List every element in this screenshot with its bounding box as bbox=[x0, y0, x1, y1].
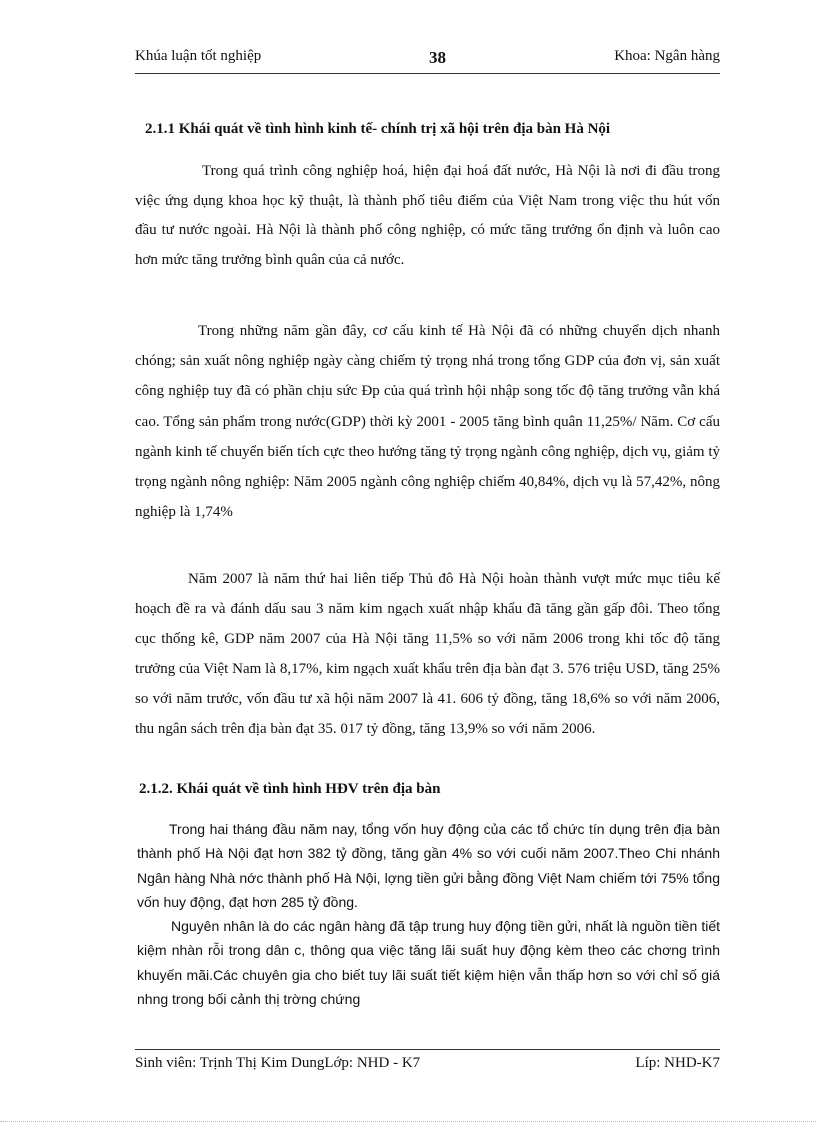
footer-class-info: Líp: NHD-K7 bbox=[635, 1055, 720, 1071]
paragraph-industrialization: Trong quá trình công nghiệp hoá, hiện đại hoá đất nước, Hà Nội là nơi đi đầu trong việc ứng dụng khoa học kỹ thuật, là thành phố tiêu điểm của Việt Nam trong việc thu hút vốn đầu tư nước ngoài. Hà Nội là thành phố công nghiệp, có mức tăng trưởng ổn định và luôn cao hơn mức tăng trưởng bình quân của cả nước. bbox=[135, 163, 720, 268]
header-thesis-label: Khúa luận tốt nghiệp bbox=[135, 48, 262, 64]
page-edge-dotted-line bbox=[0, 1121, 816, 1122]
header-divider bbox=[135, 73, 720, 74]
page-footer bbox=[135, 1055, 720, 1079]
section-heading-2-1-2: 2.1.2. Khái quát về tình hình HĐV trên địa bàn bbox=[139, 781, 441, 797]
section-heading-2-1-1: 2.1.1 Khái quát về tình hình kinh tế- chính trị xã hội trên địa bàn Hà Nội bbox=[145, 121, 611, 137]
paragraph-capital-mobilization: Trong hai tháng đầu năm nay, tổng vốn huy động của các tổ chức tín dụng trên địa bàn thành phố Hà Nội đạt hơn 382 tỷ đồng, tăng gần 4% so với cuối năm 2007.Theo Chi nhánh Ngân hàng Nhà nớc thành phố Hà Nội, lợng tiền gửi bằng đồng Việt Nam chiếm tới 75% tổng vốn huy động, đạt hơn 285 tỷ đồng. bbox=[137, 821, 720, 910]
footer-divider bbox=[135, 1049, 720, 1050]
paragraph-reasons: Nguyên nhân là do các ngân hàng đã tập trung huy động tiền gửi, nhất là nguồn tiền tiết kiệm nhàn rỗi trong dân c, thông qua việc tăng lãi suất huy động kèm theo các chơng trình khuyến mãi.Các chuyên gia cho biết tuy lãi suất tiết kiệm hiện vẫn thấp hơn so với chỉ số giá nhng trong bối cảnh thị trờng chứng bbox=[137, 918, 720, 1007]
paragraph-economic-structure: Trong những năm gần đây, cơ cấu kinh tế Hà Nội đã có những chuyển dịch nhanh chóng; sản xuất nông nghiệp ngày càng chiếm tỷ trọng nhá trong tổng GDP của đơn vị, sản xuất công nghiệp tuy đã có phần chịu sức Ðp của quá trình hội nhập song tốc độ tăng trưởng vẫn khá cao. Tổng sản phẩm trong nước(GDP) thời kỳ 2001 - 2005 tăng bình quân 11,25%/ Năm. Cơ cấu ngành kinh tế chuyển biến tích cực theo hướng tăng tỷ trọng ngành công nghiệp, dịch vụ, giảm tỷ trọng ngành nông nghiệp: Năm 2005 ngành công nghiệp chiếm 40,84%, dịch vụ là 57,42%, nông nghiệp là 1,74% bbox=[135, 323, 720, 521]
page-number: 38 bbox=[429, 48, 446, 67]
paragraph-2007-results: Năm 2007 là năm thứ hai liên tiếp Thủ đô Hà Nội hoàn thành vượt mức mục tiêu kế hoạch đề ra và đánh dấu sau 3 năm kim ngạch xuất nhập khẩu đã tăng gần gấp đôi. Theo tổng cục thống kê, GDP năm 2007 của Hà Nội tăng 11,5% so với năm 2006 trong khi tốc độ tăng trưởng của Việt Nam là 8,17%, kim ngạch xuất khẩu trên địa bàn đạt 3. 576 triệu USD, tăng 25% so với năm trước, vốn đầu tư xã hội năm 2007 là 41. 606 tỷ đồng, tăng 18,6% so với năm 2006, thu ngân sách trên địa bàn đạt 35. 017 tỷ đồng, tăng 13,9% so với năm 2006. bbox=[135, 571, 720, 738]
footer-student-info: Sinh viên: Trịnh Thị Kim DungLớp: NHD - K7 bbox=[135, 1055, 421, 1071]
page-header bbox=[135, 48, 720, 72]
header-faculty-label: Khoa: Ngân hàng bbox=[614, 48, 720, 64]
